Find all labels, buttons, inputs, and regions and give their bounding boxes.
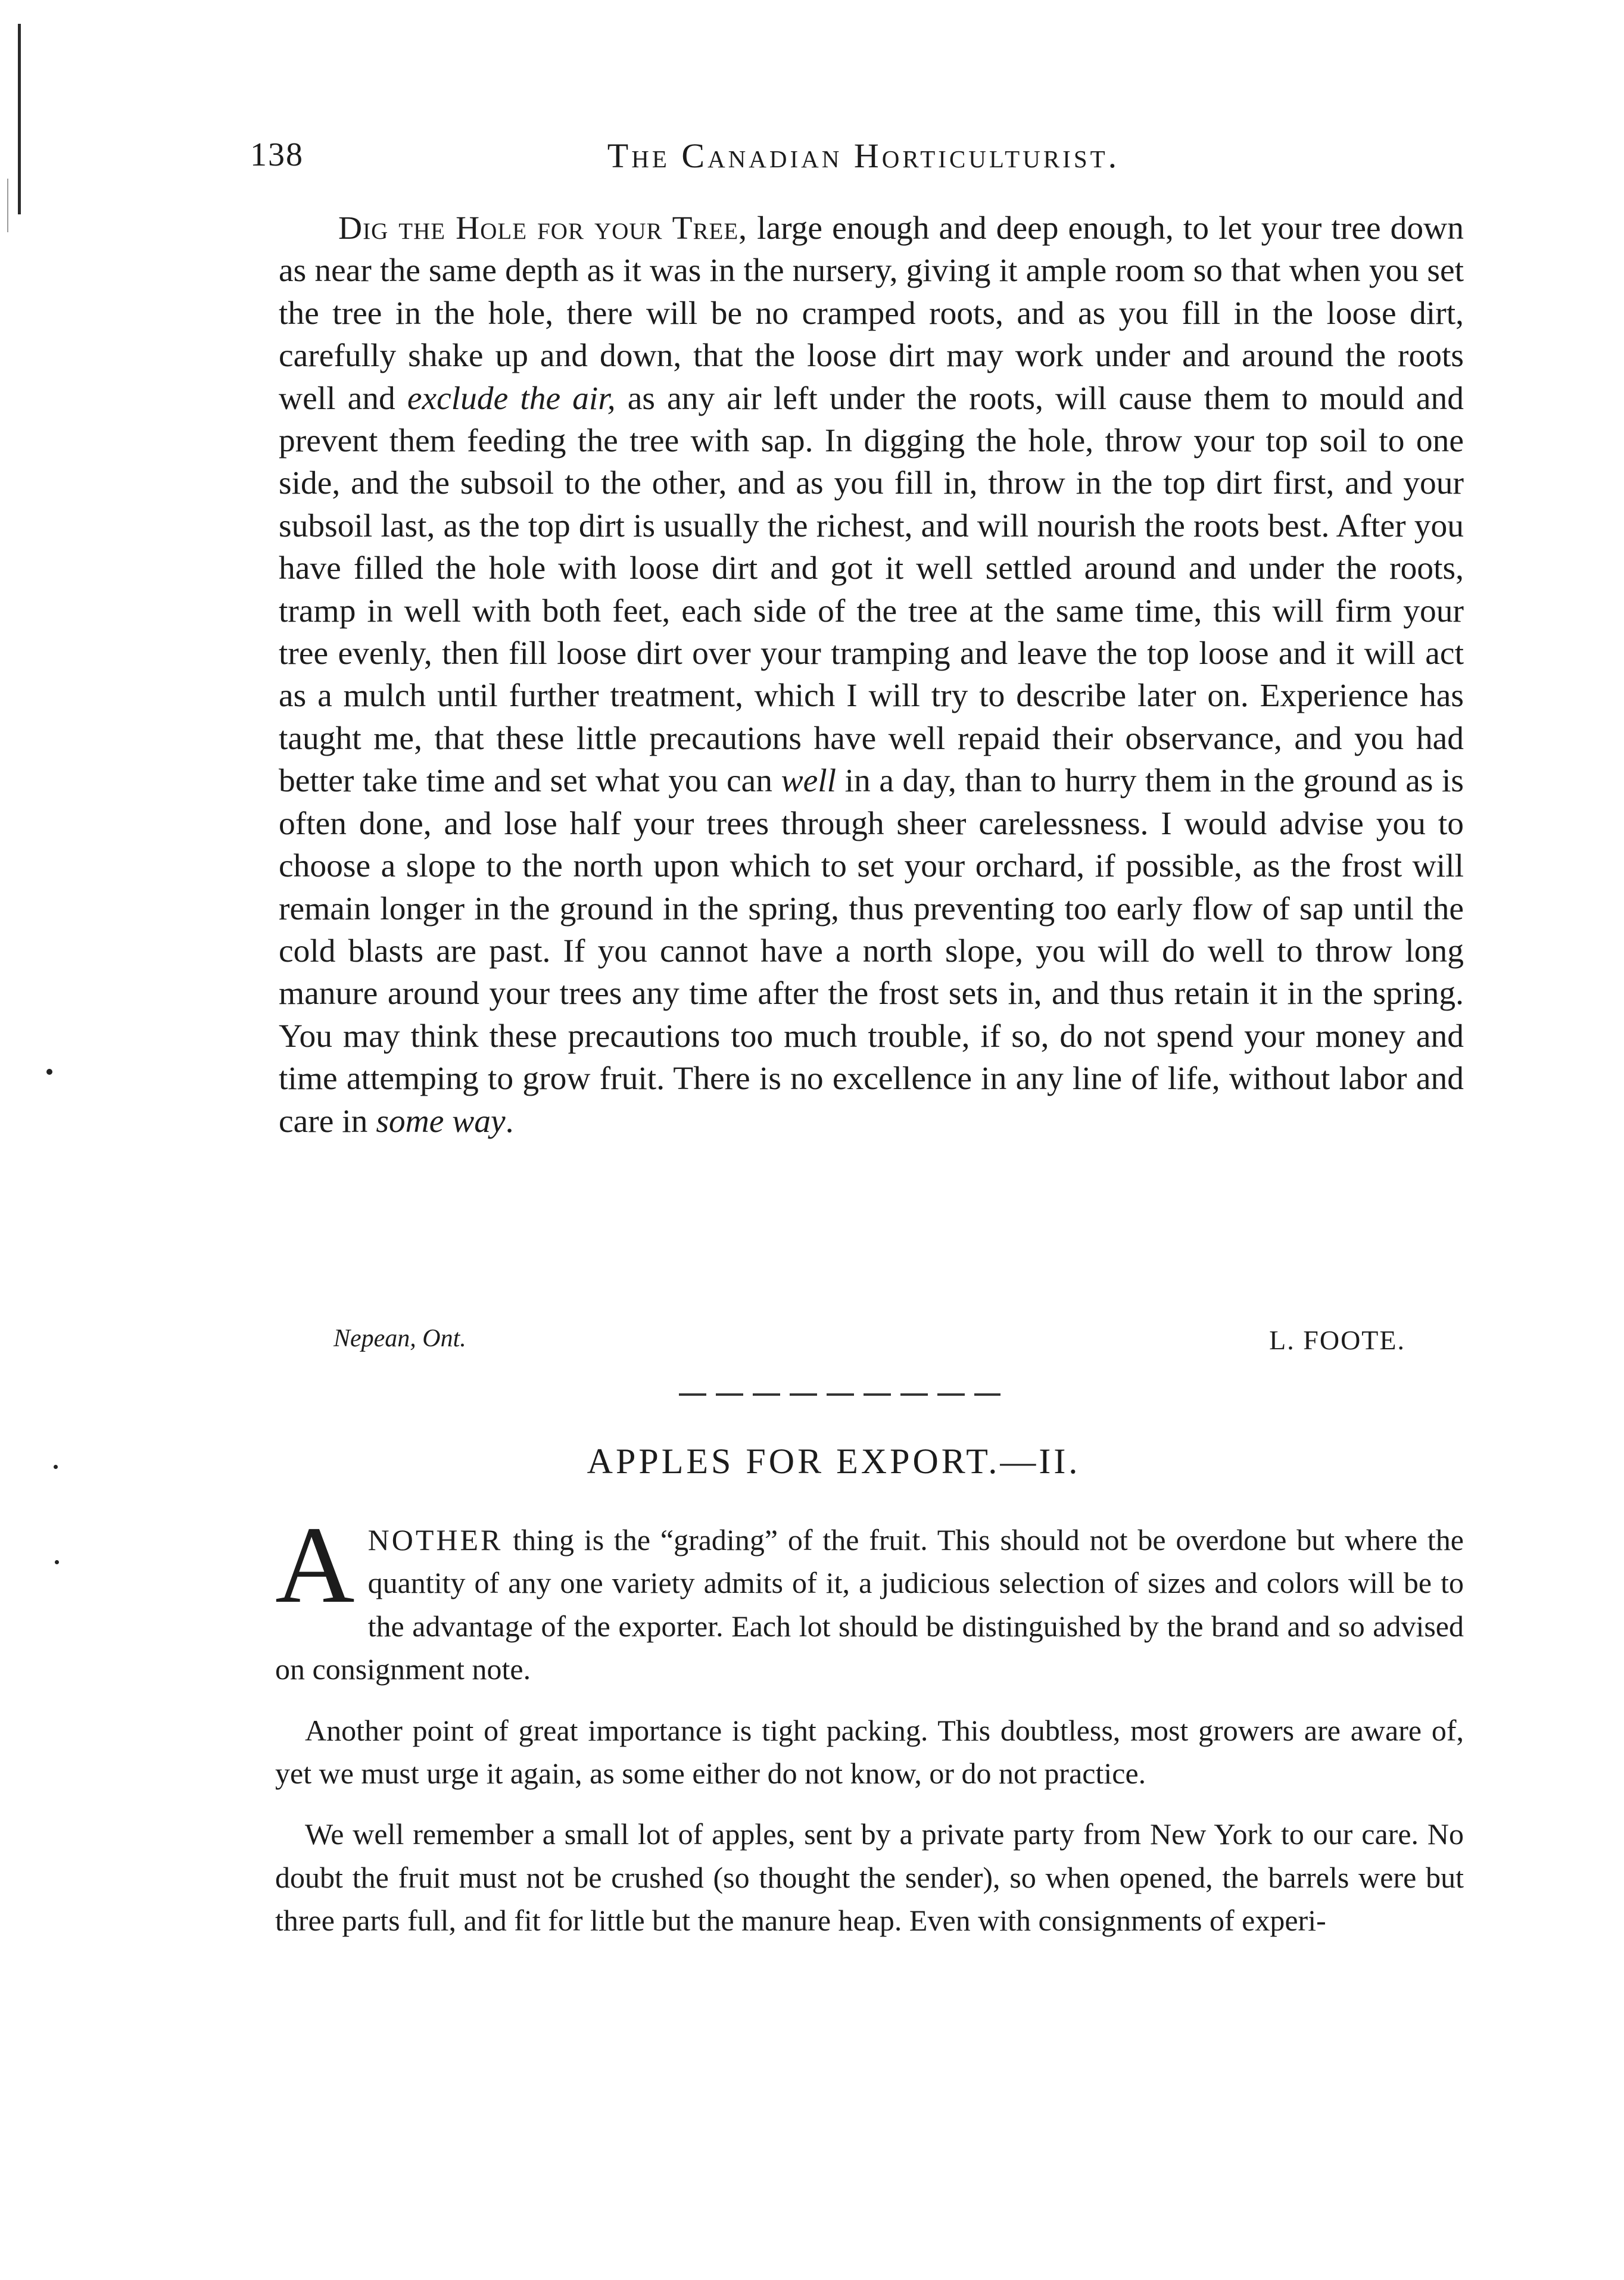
margin-mark [7,179,8,232]
article-planting-trees [279,207,1464,1143]
margin-rule [18,24,21,214]
paragraph-text: thing is the “grading” of the fruit. This should not be overdone but where the quantity of any one variety admits of it, a judicious selection of sizes and colors will be to the advantage of the exporter. Each lot should be distinguished by the brand and so advised on consignment note. [275,1523,1464,1686]
section-separator [679,1393,1000,1396]
ink-speck [54,1465,58,1469]
ink-speck [55,1560,59,1564]
article-paragraph [275,1504,1464,1691]
paragraph-text: large enough and deep enough, to let your tree down as near the same depth as it was in the nursery, giving it ample room so that when you set the tree in the hole, there will be no cramped roots, and as you fill in the loose dirt, carefully shake up and down, that the loose dirt may work under and around the roots well and [279,210,1464,417]
journal-title: The Canadian Horticulturist. [607,136,1120,175]
drop-cap: A [275,1504,355,1626]
article-paragraph: We well remember a small lot of apples, sent by a private party from New York to our care. No doubt the fruit must not be crushed (so thought the sender), so when opened, the barrels were but three parts full, and fit for little but the manure heap. Even with consignments of experi- [275,1817,1464,1938]
article-apples-for-export [275,1504,1464,1960]
article-paragraph: Another point of great importance is tight packing. This doubtless, most growers are aware of, yet we must urge it again, as some either do not know, or do not practice. [275,1713,1464,1791]
paragraph-text: in a day, than to hurry them in the ground as is often done, and lose half your trees through sheer carelessness. I would advise you to choose a slope to the north upon which to set your orchard, if possible, as the frost will remain longer in the ground in the spring, thus preventing too early flow of sap until the cold blasts are past. If you cannot have a north slope, you will do well to throw long manure around your trees any time after the frost sets in, and thus retain it in the spring. You may think these precautions too much trouble, if so, do not spend your money and time attemping to grow fruit. There is no excellence in any line of life, without labor and care in [279,763,1464,1140]
emphasis-text: well [781,763,837,800]
article-paragraph [279,207,1464,1143]
ink-speck [46,1069,52,1075]
page-number: 138 [250,136,304,173]
author-location: Nepean, Ont. [333,1325,466,1352]
paragraph-text: as any air left under the roots, will cause them to mould and prevent them feeding the tree with sap. In digging the hole, throw your top soil to one side, and the subsoil to the other, and as you fill in, throw in the top dirt first, and your subsoil last, as the top dirt is usually the richest, and will nourish the roots best. After you have filled the hole with loose dirt and got it well settled around and under the roots, tramp in well with both feet, each side of the tree at the same time, this will firm your tree evenly, then fill loose dirt over your tramping and leave the top loose and it will act as a mulch until further treatment, which I will try to describe later on. Experience has taught me, that these little precautions have well repaid their observance, and you had better take time and set what you can [279,380,1464,800]
article-signoff [333,1324,1405,1366]
author-name: L. FOOTE. [1269,1325,1405,1355]
paragraph-text: . [505,1103,514,1140]
section-title: APPLES FOR EXPORT.—II. [587,1442,1081,1481]
lead-in-small-caps: Dig the Hole for your Tree, [338,210,748,247]
first-word: NOTHER [367,1523,503,1557]
emphasis-text: exclude the air, [407,380,616,417]
emphasis-text: some way [376,1103,506,1140]
running-head [250,136,1477,183]
